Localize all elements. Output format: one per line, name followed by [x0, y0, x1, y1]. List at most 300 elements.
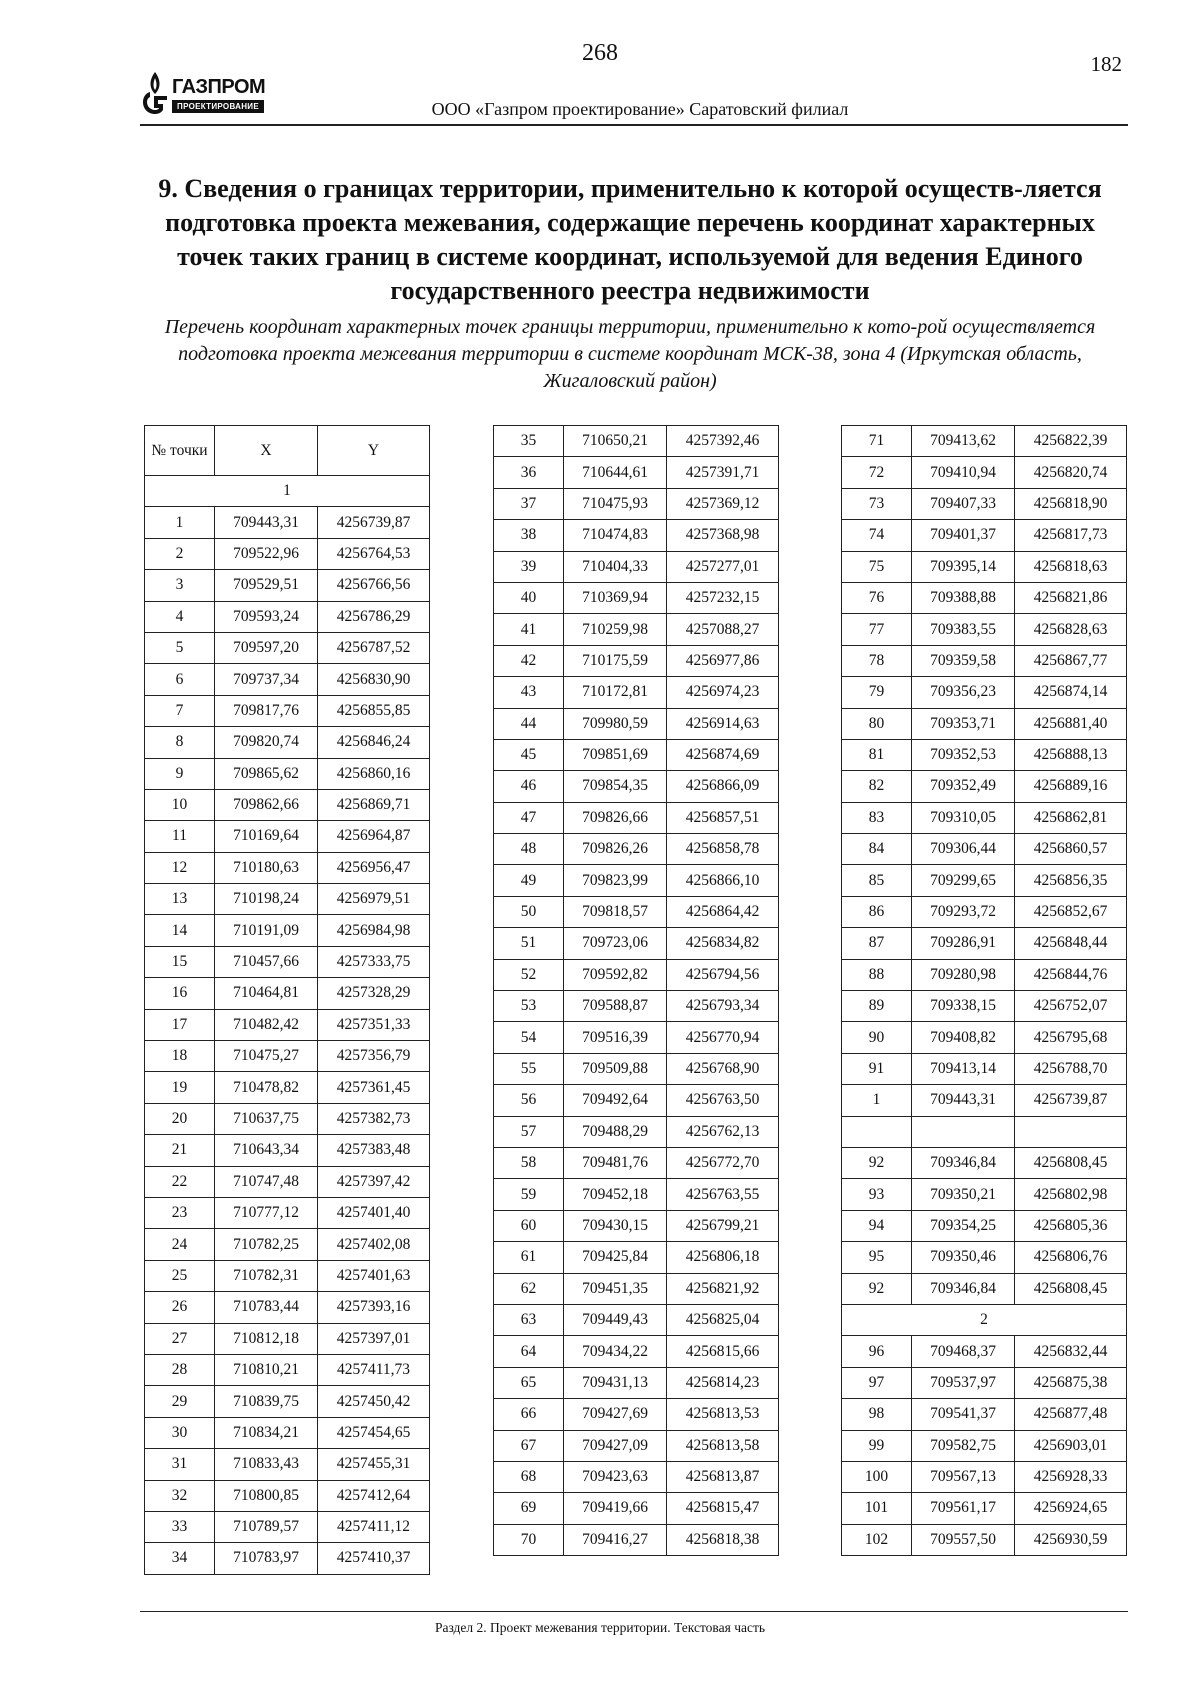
- table-row: [842, 771, 1127, 802]
- footer-divider: [140, 1611, 1128, 1612]
- coord-y: 4256903,01: [1015, 1430, 1127, 1461]
- coord-x: 709481,76: [564, 1147, 667, 1178]
- coord-x: 710644,61: [564, 457, 667, 488]
- table-row: [842, 1116, 1127, 1147]
- coord-x: 709416,27: [564, 1524, 667, 1555]
- table-row: [494, 457, 779, 488]
- coord-y: 4257397,42: [318, 1166, 430, 1197]
- coord-x: 709350,21: [912, 1179, 1015, 1210]
- point-number: 18: [145, 1041, 215, 1072]
- point-number: 31: [145, 1449, 215, 1480]
- coord-y: 4256869,71: [318, 789, 430, 820]
- table-row: [494, 834, 779, 865]
- coordinates-table-1: [144, 425, 430, 1575]
- point-number: 71: [842, 426, 912, 457]
- coord-y: 4256813,87: [667, 1461, 779, 1492]
- table-row: [145, 507, 430, 538]
- point-number: 81: [842, 739, 912, 770]
- coord-y: 4256763,55: [667, 1179, 779, 1210]
- table-row: [145, 1386, 430, 1417]
- section-row: [842, 1304, 1127, 1335]
- table-row: [145, 789, 430, 820]
- coord-x: 710777,12: [215, 1197, 318, 1228]
- point-number: 2: [145, 538, 215, 569]
- coord-x: 709306,44: [912, 834, 1015, 865]
- coord-y: 4256889,16: [1015, 771, 1127, 802]
- table-row: [145, 821, 430, 852]
- table-row: [842, 1524, 1127, 1555]
- table-row: [842, 1399, 1127, 1430]
- coord-y: 4256964,87: [318, 821, 430, 852]
- point-number: 58: [494, 1147, 564, 1178]
- coord-x: 709419,66: [564, 1493, 667, 1524]
- coord-x: 709427,09: [564, 1430, 667, 1461]
- coord-y: 4256875,38: [1015, 1367, 1127, 1398]
- table-row: [842, 1147, 1127, 1178]
- coord-x: 710404,33: [564, 551, 667, 582]
- coord-x: 709449,43: [564, 1304, 667, 1335]
- point-number: 90: [842, 1022, 912, 1053]
- coord-x: 709338,15: [912, 991, 1015, 1022]
- coord-y: 4256793,34: [667, 991, 779, 1022]
- table-row: [842, 614, 1127, 645]
- coord-y: 4256817,73: [1015, 520, 1127, 551]
- table-row: [494, 896, 779, 927]
- point-number: 11: [145, 821, 215, 852]
- coord-y: 4256855,85: [318, 695, 430, 726]
- point-number: 34: [145, 1543, 215, 1574]
- coord-y: 4256866,10: [667, 865, 779, 896]
- table-row: [145, 852, 430, 883]
- point-number: 22: [145, 1166, 215, 1197]
- point-number: 75: [842, 551, 912, 582]
- table-row: [494, 1147, 779, 1178]
- table-row: [494, 1022, 779, 1053]
- coord-x: 709516,39: [564, 1022, 667, 1053]
- point-number: 100: [842, 1461, 912, 1492]
- coord-x: 709582,75: [912, 1430, 1015, 1461]
- coord-x: 710833,43: [215, 1449, 318, 1480]
- table-row: [145, 1292, 430, 1323]
- point-number: 79: [842, 677, 912, 708]
- coord-x: 710747,48: [215, 1166, 318, 1197]
- table-row: [842, 1210, 1127, 1241]
- coord-x: 709395,14: [912, 551, 1015, 582]
- section-subheading: Перечень координат характерных точек границы территории, применительно к кото-рой осуществляется подготовка проекта межевания территории в системе координат МСК-38, зона 4 (Иркутская область, Жигаловский район): [164, 316, 1096, 392]
- coord-y: 4256786,29: [318, 601, 430, 632]
- page-number-center: 268: [582, 40, 618, 66]
- table-row: [494, 1524, 779, 1555]
- coord-y: 4257369,12: [667, 488, 779, 519]
- coord-x: 709537,97: [912, 1367, 1015, 1398]
- coord-y: 4256856,35: [1015, 865, 1127, 896]
- coord-x: 709427,69: [564, 1399, 667, 1430]
- logo-subtext: ПРОЕКТИРОВАНИЕ: [172, 100, 264, 113]
- coord-x: 709280,98: [912, 959, 1015, 990]
- coord-x: 710175,59: [564, 645, 667, 676]
- coord-x: 709823,99: [564, 865, 667, 896]
- table-row: [145, 1323, 430, 1354]
- point-number: 76: [842, 582, 912, 613]
- table-row: [145, 538, 430, 569]
- coord-y: 4257277,01: [667, 551, 779, 582]
- coord-y: 4256874,14: [1015, 677, 1127, 708]
- coord-y: 4257391,71: [667, 457, 779, 488]
- coord-x: [912, 1116, 1015, 1147]
- coord-y: 4256860,57: [1015, 834, 1127, 865]
- table-row: [145, 1480, 430, 1511]
- point-number: 42: [494, 645, 564, 676]
- table-row: [842, 802, 1127, 833]
- coord-x: 709383,55: [912, 614, 1015, 645]
- point-number: 92: [842, 1273, 912, 1304]
- table-row: [494, 1053, 779, 1084]
- table-row: [145, 1103, 430, 1134]
- table-row: [842, 677, 1127, 708]
- coord-x: 710172,81: [564, 677, 667, 708]
- table-row: [494, 1179, 779, 1210]
- coord-y: 4257393,16: [318, 1292, 430, 1323]
- point-number: 77: [842, 614, 912, 645]
- table-row: [842, 1085, 1127, 1116]
- point-number: 84: [842, 834, 912, 865]
- table-row: [494, 928, 779, 959]
- coord-x: 709293,72: [912, 896, 1015, 927]
- coord-y: 4256799,21: [667, 1210, 779, 1241]
- coord-x: 709413,14: [912, 1053, 1015, 1084]
- point-number: 46: [494, 771, 564, 802]
- table-row: [842, 551, 1127, 582]
- coord-x: 710800,85: [215, 1480, 318, 1511]
- coord-y: 4256788,70: [1015, 1053, 1127, 1084]
- page-number-right: 182: [1090, 52, 1122, 76]
- coord-y: 4256828,63: [1015, 614, 1127, 645]
- point-number: 20: [145, 1103, 215, 1134]
- table-row: [842, 488, 1127, 519]
- coord-y: 4256752,07: [1015, 991, 1127, 1022]
- point-number: 57: [494, 1116, 564, 1147]
- table-row: [145, 1354, 430, 1385]
- point-number: 49: [494, 865, 564, 896]
- coord-y: 4256818,38: [667, 1524, 779, 1555]
- coord-x: 709522,96: [215, 538, 318, 569]
- table-row: [494, 708, 779, 739]
- point-number: 61: [494, 1242, 564, 1273]
- coord-x: 709451,35: [564, 1273, 667, 1304]
- table-row: [842, 645, 1127, 676]
- point-number: 29: [145, 1386, 215, 1417]
- coord-y: 4257383,48: [318, 1135, 430, 1166]
- table-row: [494, 1085, 779, 1116]
- point-number: 13: [145, 884, 215, 915]
- point-number: 9: [145, 758, 215, 789]
- coord-y: 4256813,53: [667, 1399, 779, 1430]
- coord-x: 709509,88: [564, 1053, 667, 1084]
- point-number: 26: [145, 1292, 215, 1323]
- coord-x: 709310,05: [912, 802, 1015, 833]
- point-number: 28: [145, 1354, 215, 1385]
- point-number: 64: [494, 1336, 564, 1367]
- coord-y: 4257411,12: [318, 1511, 430, 1542]
- coord-y: 4256832,44: [1015, 1336, 1127, 1367]
- header-point-number: № точки: [145, 426, 215, 476]
- coord-y: 4256830,90: [318, 664, 430, 695]
- coord-y: 4256787,52: [318, 632, 430, 663]
- coord-x: 709818,57: [564, 896, 667, 927]
- point-number: 44: [494, 708, 564, 739]
- table-row: [494, 991, 779, 1022]
- table-row: [842, 928, 1127, 959]
- coord-x: 710637,75: [215, 1103, 318, 1134]
- header-y: Y: [318, 426, 430, 476]
- coord-y: 4256860,16: [318, 758, 430, 789]
- section-number: 1: [145, 476, 430, 507]
- table-row: [145, 1072, 430, 1103]
- coord-x: 710482,42: [215, 1009, 318, 1040]
- table-row: [494, 645, 779, 676]
- table-row: [842, 865, 1127, 896]
- coord-y: 4257402,08: [318, 1229, 430, 1260]
- coord-x: 709826,66: [564, 802, 667, 833]
- coord-y: 4256888,13: [1015, 739, 1127, 770]
- coord-y: 4256805,36: [1015, 1210, 1127, 1241]
- coord-x: 710783,97: [215, 1543, 318, 1574]
- coord-x: 709597,20: [215, 632, 318, 663]
- coord-x: 709851,69: [564, 739, 667, 770]
- point-number: 85: [842, 865, 912, 896]
- coord-x: 709407,33: [912, 488, 1015, 519]
- coord-y: 4256808,45: [1015, 1273, 1127, 1304]
- coord-y: 4257088,27: [667, 614, 779, 645]
- point-number: 45: [494, 739, 564, 770]
- coord-y: 4256928,33: [1015, 1461, 1127, 1492]
- table-row: [145, 978, 430, 1009]
- coord-y: 4256768,90: [667, 1053, 779, 1084]
- point-number: 93: [842, 1179, 912, 1210]
- coord-y: 4257410,37: [318, 1543, 430, 1574]
- point-number: 47: [494, 802, 564, 833]
- coord-x: 709593,24: [215, 601, 318, 632]
- point-number: 38: [494, 520, 564, 551]
- point-number: 91: [842, 1053, 912, 1084]
- coord-x: 709431,13: [564, 1367, 667, 1398]
- coord-x: 709299,65: [912, 865, 1015, 896]
- coord-x: 709401,37: [912, 520, 1015, 551]
- header-divider: [140, 124, 1128, 126]
- coord-y: 4257361,45: [318, 1072, 430, 1103]
- coord-x: 709388,88: [912, 582, 1015, 613]
- page-footer: Раздел 2. Проект межевания территории. Текстовая часть: [434, 1620, 766, 1635]
- point-number: 19: [145, 1072, 215, 1103]
- point-number: 83: [842, 802, 912, 833]
- point-number: 27: [145, 1323, 215, 1354]
- table-row: [145, 1041, 430, 1072]
- coord-x: 709588,87: [564, 991, 667, 1022]
- coord-x: 710474,83: [564, 520, 667, 551]
- table-row: [145, 727, 430, 758]
- point-number: 65: [494, 1367, 564, 1398]
- coord-x: 710782,25: [215, 1229, 318, 1260]
- table-row: [842, 896, 1127, 927]
- section-number: 2: [842, 1304, 1127, 1335]
- coord-y: 4256956,47: [318, 852, 430, 883]
- point-number: 56: [494, 1085, 564, 1116]
- table-row: [494, 582, 779, 613]
- coord-y: 4257397,01: [318, 1323, 430, 1354]
- point-number: 30: [145, 1417, 215, 1448]
- coord-y: 4256979,51: [318, 884, 430, 915]
- coord-y: 4257333,75: [318, 946, 430, 977]
- coord-x: 709452,18: [564, 1179, 667, 1210]
- table-row: [494, 959, 779, 990]
- point-number: 74: [842, 520, 912, 551]
- coord-y: 4256848,44: [1015, 928, 1127, 959]
- logo-brand-text: ГАЗПРОМ: [172, 76, 266, 98]
- table-row: [145, 758, 430, 789]
- table-row: [145, 884, 430, 915]
- point-number: 70: [494, 1524, 564, 1555]
- point-number: 101: [842, 1493, 912, 1524]
- table-row: [842, 1461, 1127, 1492]
- coord-x: 709820,74: [215, 727, 318, 758]
- coord-x: 710475,27: [215, 1041, 318, 1072]
- coord-y: 4257382,73: [318, 1103, 430, 1134]
- coord-x: 709592,82: [564, 959, 667, 990]
- coord-x: 709350,46: [912, 1242, 1015, 1273]
- coord-y: 4256924,65: [1015, 1493, 1127, 1524]
- point-number: 102: [842, 1524, 912, 1555]
- coord-y: 4256795,68: [1015, 1022, 1127, 1053]
- table-row: [842, 1430, 1127, 1461]
- coord-x: 709286,91: [912, 928, 1015, 959]
- coord-x: 709541,37: [912, 1399, 1015, 1430]
- point-number: 10: [145, 789, 215, 820]
- table-row: [842, 1179, 1127, 1210]
- table-row: [494, 1210, 779, 1241]
- coord-y: 4257368,98: [667, 520, 779, 551]
- table-row: [145, 1009, 430, 1040]
- point-number: 60: [494, 1210, 564, 1241]
- point-number: 82: [842, 771, 912, 802]
- coord-y: 4256858,78: [667, 834, 779, 865]
- coord-x: 709561,17: [912, 1493, 1015, 1524]
- coord-y: [1015, 1116, 1127, 1147]
- table-row: [145, 1135, 430, 1166]
- coord-x: 710478,82: [215, 1072, 318, 1103]
- point-number: 25: [145, 1260, 215, 1291]
- point-number: 6: [145, 664, 215, 695]
- point-number: 15: [145, 946, 215, 977]
- coord-y: 4257351,33: [318, 1009, 430, 1040]
- table-row: [842, 991, 1127, 1022]
- coord-y: 4257412,64: [318, 1480, 430, 1511]
- coord-x: 709443,31: [215, 507, 318, 538]
- table-row: [842, 1053, 1127, 1084]
- coord-x: 709557,50: [912, 1524, 1015, 1555]
- coord-x: 710839,75: [215, 1386, 318, 1417]
- table-row: [842, 1242, 1127, 1273]
- table-row: [842, 457, 1127, 488]
- point-number: 43: [494, 677, 564, 708]
- coordinates-table-2: [493, 425, 779, 1556]
- table-row: [494, 1304, 779, 1335]
- point-number: 94: [842, 1210, 912, 1241]
- point-number: 88: [842, 959, 912, 990]
- table-row: [494, 426, 779, 457]
- coord-y: 4256814,23: [667, 1367, 779, 1398]
- point-number: 4: [145, 601, 215, 632]
- coord-y: 4256820,74: [1015, 457, 1127, 488]
- coord-x: 709346,84: [912, 1147, 1015, 1178]
- table-row: [842, 1022, 1127, 1053]
- coord-x: 709434,22: [564, 1336, 667, 1367]
- coord-y: 4256825,04: [667, 1304, 779, 1335]
- table-row: [145, 1543, 430, 1574]
- table-row: [494, 771, 779, 802]
- coordinates-table-3: [841, 425, 1127, 1556]
- coord-x: 710191,09: [215, 915, 318, 946]
- organization-name: ООО «Газпром проектирование» Саратовский филиал: [431, 99, 849, 119]
- coord-y: 4256846,24: [318, 727, 430, 758]
- coord-y: 4256866,09: [667, 771, 779, 802]
- point-number: 99: [842, 1430, 912, 1461]
- table-row: [494, 1367, 779, 1398]
- coord-x: 710198,24: [215, 884, 318, 915]
- point-number: 3: [145, 570, 215, 601]
- point-number: 48: [494, 834, 564, 865]
- point-number: 54: [494, 1022, 564, 1053]
- point-number: 23: [145, 1197, 215, 1228]
- coord-x: 709723,06: [564, 928, 667, 959]
- coord-x: 709529,51: [215, 570, 318, 601]
- coord-x: 709352,49: [912, 771, 1015, 802]
- table-row: [494, 677, 779, 708]
- coord-x: 709359,58: [912, 645, 1015, 676]
- point-number: 78: [842, 645, 912, 676]
- coord-x: 709817,76: [215, 695, 318, 726]
- coord-y: 4256974,23: [667, 677, 779, 708]
- point-number: 67: [494, 1430, 564, 1461]
- table-row: [842, 708, 1127, 739]
- coord-y: 4257232,15: [667, 582, 779, 613]
- coord-y: 4256818,90: [1015, 488, 1127, 519]
- point-number: 59: [494, 1179, 564, 1210]
- coord-x: 710789,57: [215, 1511, 318, 1542]
- coord-x: 710834,21: [215, 1417, 318, 1448]
- coord-y: 4256772,70: [667, 1147, 779, 1178]
- coord-x: 710464,81: [215, 978, 318, 1009]
- table-row: [494, 1273, 779, 1304]
- coord-x: 709443,31: [912, 1085, 1015, 1116]
- table-row: [842, 739, 1127, 770]
- coord-y: 4256808,45: [1015, 1147, 1127, 1178]
- table-row: [842, 426, 1127, 457]
- coord-y: 4257356,79: [318, 1041, 430, 1072]
- point-number: 98: [842, 1399, 912, 1430]
- point-number: 35: [494, 426, 564, 457]
- table-row: [145, 1197, 430, 1228]
- point-number: 63: [494, 1304, 564, 1335]
- coord-x: 710783,44: [215, 1292, 318, 1323]
- coord-y: 4257411,73: [318, 1354, 430, 1385]
- coord-y: 4256834,82: [667, 928, 779, 959]
- coord-y: 4256770,94: [667, 1022, 779, 1053]
- coord-y: 4257392,46: [667, 426, 779, 457]
- coord-x: 710810,21: [215, 1354, 318, 1385]
- point-number: 14: [145, 915, 215, 946]
- table-row: [145, 1511, 430, 1542]
- table-row: [842, 1336, 1127, 1367]
